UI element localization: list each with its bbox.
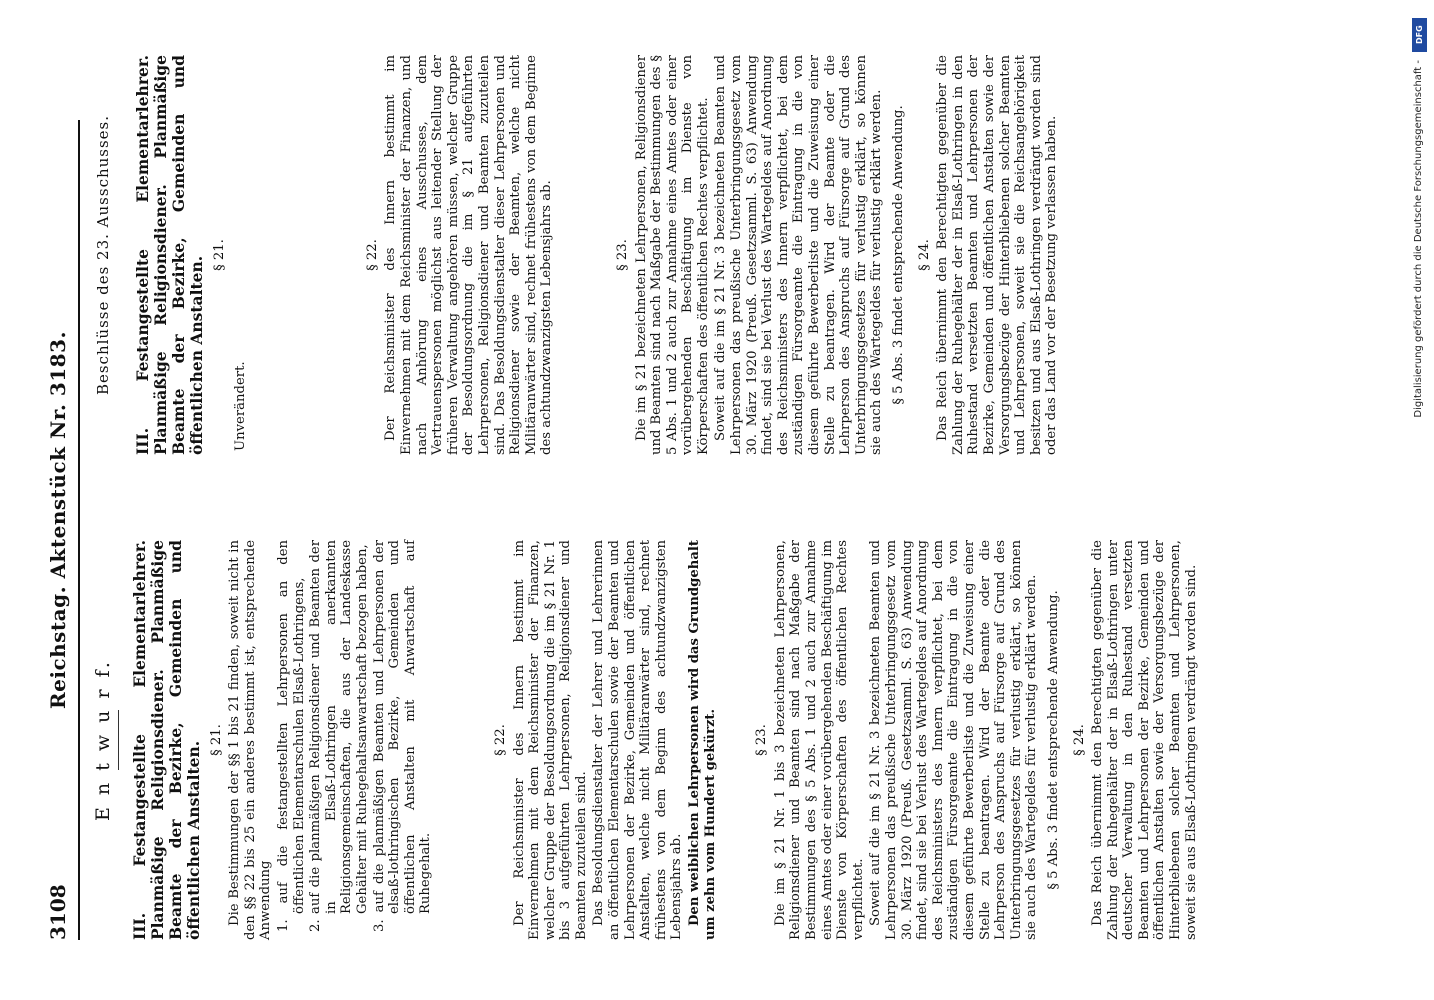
paragraph-text: Das Besoldungsdienstalter der Lehrer und Lehrerinnen an öffentlichen Elementarschulen sowie der Beamten und Lehrpersonen der Bezirke, Gemeinden und öffentlichen Anstalten, welche nicht Militäranwärter sind, rechnet frühestens von dem Beginn des achtundzwanzigsten Lebensjahrs ab. [591,540,685,940]
title-rule [118,710,119,770]
list-item: 3. auf die planmäßigen Beamten und Lehrpersonen der elsaß-lothringischen Bezirke, Gemeinden und öffentlichen Anstalten mit Anwartschaft auf Ruhegehalt. [371,540,434,932]
paragraph-label-23: § 23. [614,239,630,271]
paragraph-text: Das Reich übernimmt den Berechtigten gegenüber die Zahlung der Ruhegehälter der in Elsaß-Lothringen unter deutscher Verwaltung in den Ruhestand versetzten Beamten und Lehrpersonen der Bezirke, Gemeinden und öffentlichen Anstalten sowie der Versorgungsbezüge der Hinterbliebenen solcher Beamten und Lehrpersonen, soweit sie aus Elsaß-Lothringen verdrängt worden sind. [1090,540,1199,940]
column-entwurf [92,540,1201,940]
list-item: 1. auf die festangestellten Lehrpersonen an den öffentlichen Elementarschulen Elsaß-Lothringens, [275,540,307,932]
dfg-logo-icon: DFG [1412,18,1427,52]
column-beschluesse [92,55,1062,455]
paragraph-text: Das Reich übernimmt den Berechtigten gegenüber die Zahlung der Ruhegehälter der in Elsaß-Lothringen in den Ruhestand versetzten Beamten und Lehrpersonen der Bezirke, Gemeinden und öffentlichen Anstalten sowie der Versorgungsbezüge der Hinterbliebenen solcher Beamten und Lehrpersonen, soweit sie die Reichsangehörigkeit besitzen und aus Elsaß-Lothringen verdrängt worden sind oder das Land vor der Besetzung verlassen haben. [935,55,1060,455]
credit-text: Digitalisierung gefördert durch die Deutsche Forschungsgemeinschaft - [1413,60,1424,418]
section-heading: III. Festangestellte Elementarlehrer. Planmäßige Religionsdiener. Planmäßige Beamte der Bezirke, Gemeinden und öffentlichen Anstalten. [129,540,203,940]
paragraph-text: Der Reichsminister des Innern bestimmt im Einvernehmen mit dem Reichsminister der Finanzen, und nach Anhörung eines Ausschusses, dem Vertrauenspersonen möglichst aus leitender Stellung der früheren Verwaltung angehören müssen, welcher Gruppe der Besoldungsordnung die im § 21 aufgeführten Lehrpersonen, Religionsdiener und Beamten zuzuteilen sind. Das Besoldungsdienstalter dieser Lehrpersonen und Religionsdiener sowie der Beamten, welche nicht Militäranwärter sind, rechnet frühestens von dem Beginne des achtundzwanzigsten Lebensjahrs ab. [383,55,555,455]
paragraph-text: § 5 Abs. 3 findet entsprechende Anwendung. [1045,590,1061,890]
page-header [40,100,76,940]
list-item: 2. auf die planmäßigen Religionsdiener und Beamten der in Elsaß-Lothringen anerkannten Religionsgemeinschaften, die aus der Landeskasse Gehälter mit Ruhegehaltsanwartschaft bezogen haben, [308,540,370,932]
paragraph-label-21: § 21. [208,724,224,756]
running-title: Reichstag. Aktenstück Nr. 3183. [46,331,70,709]
paragraph-text: Die im § 21 bezeichneten Lehrpersonen, Religionsdiener und Beamten sind nach Maßgabe der Bestimmungen des § 5 Abs. 1 und 2 auch zur Annahme eines Amtes oder einer vorübergehenden Beschäftigung im Dienste von Körperschaften des öffentlichen Rechtes verpflichtet. [633,55,711,455]
paragraph-label-23: § 23. [754,724,770,756]
paragraph-text: Unverändert. [233,361,249,451]
header-rule [78,120,80,940]
paragraph-label-22: § 22. [364,239,380,271]
column-title-beschluesse: Beschlüsse des 23. Ausschusses. [94,114,112,396]
paragraph-label-22: § 22. [492,724,508,756]
paragraph-21-intro: Die Bestimmungen der §§ 1 bis 21 finden, soweit nicht in den §§ 22 bis 25 ein anderes bestimmt ist, entsprechende Anwendung [227,540,274,940]
paragraph-text: Soweit auf die im § 21 Nr. 3 bezeichneten Beamten und Lehrpersonen das preußische Unterbringungsgesetz vom 30. März 1920 (Preuß. Gesetzsamml. S. 63) Anwendung findet, sind sie bei Verlust des Wartegeldes auf Anordnung des Reichsministers des Innern verpflichtet, bei dem zuständigen Fürsorgeamte die Eintragung in die von diesem geführte Bewerberliste und die Zuweisung einer Stelle zu beantragen. Wird der Beamte oder die Lehrperson des Anspruchs auf Fürsorge auf Grund des Unterbringungsgesetzes für verlustig erklärt, so können sie auch des Wartegeldes für verlustig erklärt werden. [868,540,1040,940]
column-title-entwurf: E n t w u r f. [92,659,114,821]
paragraph-text: Der Reichsminister des Innern bestimmt im Einvernehmen mit dem Reichsminister der Finanzen, welcher Gruppe der Besoldungsordnung die im § 21 Nr. 1 bis 3 aufgeführten Lehrpersonen, Religionsdiener und Beamten zuzuteilen sind. [511,540,589,940]
paragraph-text: § 5 Abs. 3 findet entsprechende Anwendung. [891,105,906,405]
paragraph-label-24: § 24. [916,239,932,271]
page-number: 3108 [46,884,70,940]
paragraph-label-21: § 21. [211,239,227,271]
paragraph-label-24: § 24. [1071,724,1087,756]
paragraph-text: Soweit auf die im § 21 Nr. 3 bezeichneten Beamten und Lehrpersonen das preußische Unterbringungsgesetz vom 30. März 1920 (Preuß. Gesetzsamml. S. 63) Anwendung findet, sind sie bei Verlust des Wartegeldes auf Anordnung des Reichsministers des Innern verpflichtet, bei dem zuständigen Fürsorgeamte die Eintragung in die von diesem geführte Bewerberliste und die Zuweisung einer Stelle zu beantragen. Wird der Beamte oder die Lehrperson des Anspruchs auf Fürsorge auf Grund des Unterbringungsgesetzes für verlustig erklärt, so können sie auch des Wartegeldes für verlustig erklärt werden. [713,55,885,455]
section-heading: III. Festangestellte Elementarlehrer. Planmäßige Religionsdiener. Planmäßige Beamte der Bezirke, Gemeinden und öffentlichen Anstalten. [132,55,206,455]
digitization-credit [1410,10,1430,990]
paragraph-text: Den weiblichen Lehrpersonen wird das Grundgehalt um zehn vom Hundert gekürzt. [687,540,718,940]
paragraph-text: Die im § 21 Nr. 1 bis 3 bezeichneten Lehrpersonen, Religionsdiener und Beamten sind nach Maßgabe der Bestimmungen des § 5 Abs. 1 und 2 auch zur Annahme eines Amtes oder einer vorübergehenden Beschäftigung im Dienste von Körperschaften des öffentlichen Rechtes verpflichtet. [772,540,866,940]
